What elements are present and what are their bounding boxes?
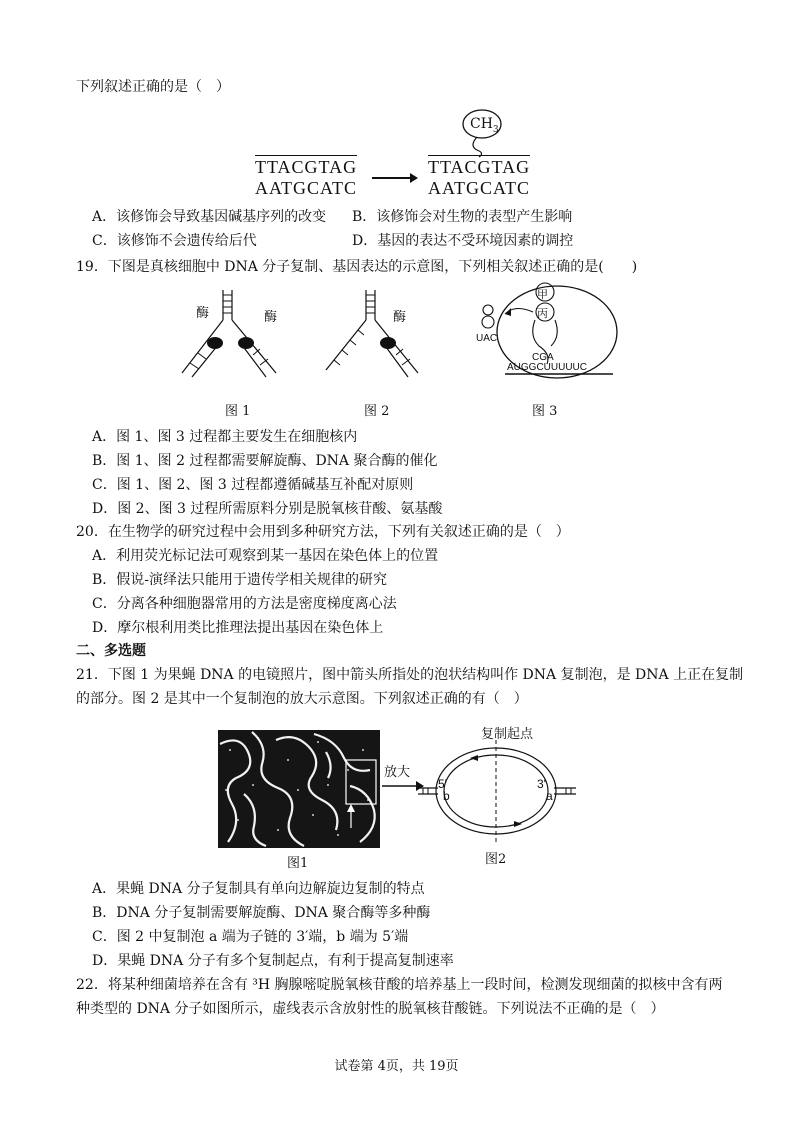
methyl-label: $CH_3$	[470, 116, 499, 135]
fig1-dna-replication	[170, 285, 290, 385]
fig1-enzyme-label-right: 酶	[264, 310, 278, 325]
q22-stem-line2: 种类型的 DNA 分子如图所示，虚线表示含放射性的脱氧核苷酸链。下列说法不正确的是（ ）	[76, 1001, 665, 1017]
q18-stem: 下列叙述正确的是（ ）	[76, 79, 230, 95]
replication-origin-label: 复制起点	[481, 727, 534, 742]
q18-option-c: C．该修饰不会遗传给后代	[92, 233, 257, 249]
q21-stem-line2: 的部分。图 2 是其中一个复制泡的放大示意图。下列叙述正确的有（ ）	[76, 691, 528, 707]
fig3-label-jia: 甲	[537, 288, 548, 301]
q19-option-c: C．图 1、图 2、图 3 过程都遵循碱基互补配对原则	[92, 477, 414, 493]
sequence-top-right: TTACGTAG	[428, 157, 531, 177]
fig1-electron-micrograph	[218, 730, 380, 848]
q19-stem: 19．下图是真核细胞中 DNA 分子复制、基因表达的示意图，下列相关叙述正确的是( )	[76, 259, 638, 275]
q20-stem: 20．在生物学的研究过程中会用到多种研究方法，下列有关叙述正确的是（ ）	[76, 524, 570, 540]
q18-option-b: B．该修饰会对生物的表型产生影响	[352, 209, 573, 225]
fig1-enzyme-label-left: 酶	[196, 306, 210, 321]
q21-option-a: A．果蝇 DNA 分子复制具有单向边解旋边复制的特点	[92, 881, 425, 897]
q20-option-a: A．利用荧光标记法可观察到某一基因在染色体上的位置	[92, 548, 439, 564]
fig3-label-bing: 丙	[537, 307, 548, 320]
page-footer: 试卷第 4页，共 19页	[334, 1059, 459, 1074]
sequence-bottom-right: AATGCATC	[428, 178, 531, 198]
fig2-enzyme-label: 酶	[393, 310, 407, 325]
q20-option-d: D．摩尔根利用类比推理法提出基因在染色体上	[92, 620, 384, 636]
label-5-prime: 5'	[438, 777, 447, 791]
q19-option-d: D．图 2、图 3 过程所需原料分别是脱氧核苷酸、氨基酸	[92, 501, 443, 517]
fig1-caption: 图1	[287, 856, 309, 871]
section-heading-multi-choice: 二、多选题	[76, 643, 146, 659]
fig3-label-mrna: AUGGCUUUUUC	[507, 362, 587, 373]
label-b: b	[443, 789, 450, 803]
sequence-bottom-left: AATGCATC	[255, 178, 358, 198]
q18-option-d: D．基因的表达不受环境因素的调控	[352, 233, 574, 249]
fig3-caption: 图 3	[532, 404, 558, 419]
arrow-icon	[370, 170, 420, 186]
q20-option-c: C．分离各种细胞器常用的方法是密度梯度离心法	[92, 596, 397, 612]
q18-option-a: A．该修饰会导致基因碱基序列的改变	[92, 209, 327, 225]
fig2-caption: 图 2	[364, 404, 390, 419]
enlarge-label: 放大	[384, 765, 411, 780]
fig2-caption: 图2	[485, 852, 507, 867]
q21-option-d: D．果蝇 DNA 分子有多个复制起点，有利于提高复制速率	[92, 953, 454, 969]
label-a: a	[546, 789, 553, 803]
q19-option-a: A．图 1、图 3 过程都主要发生在细胞核内	[92, 429, 358, 445]
q21-option-c: C．图 2 中复制泡 a 端为子链的 3′端，b 端为 5′端	[92, 929, 409, 945]
q20-option-b: B．假说-演绎法只能用于遗传学相关规律的研究	[92, 572, 388, 588]
fig2-dna-replication	[318, 285, 428, 385]
q21-option-b: B．DNA 分子复制需要解旋酶、DNA 聚合酶等多种酶	[92, 905, 431, 921]
q19-option-b: B．图 1、图 2 过程都需要解旋酶、DNA 聚合酶的催化	[92, 453, 438, 469]
fig2-replication-bubble	[418, 738, 578, 846]
q22-stem-line1: 22．将某种细菌培养在含有 ³H 胸腺嘧啶脱氧核苷酸的培养基上一段时间，检测发现细菌的拟核中含有两	[76, 977, 723, 993]
fig3-label-cga: CGA	[532, 352, 554, 363]
label-3-prime: 3'	[537, 777, 546, 791]
fig3-label-uac: UAC	[476, 333, 498, 344]
sequence-top-left: TTACGTAG	[255, 157, 358, 177]
q21-stem-line1: 21．下图 1 为果蝇 DNA 的电镜照片，图中箭头所指处的泡状结构叫作 DNA 复制泡，是 DNA 上正在复制	[76, 667, 744, 683]
fig1-caption: 图 1	[225, 404, 251, 419]
